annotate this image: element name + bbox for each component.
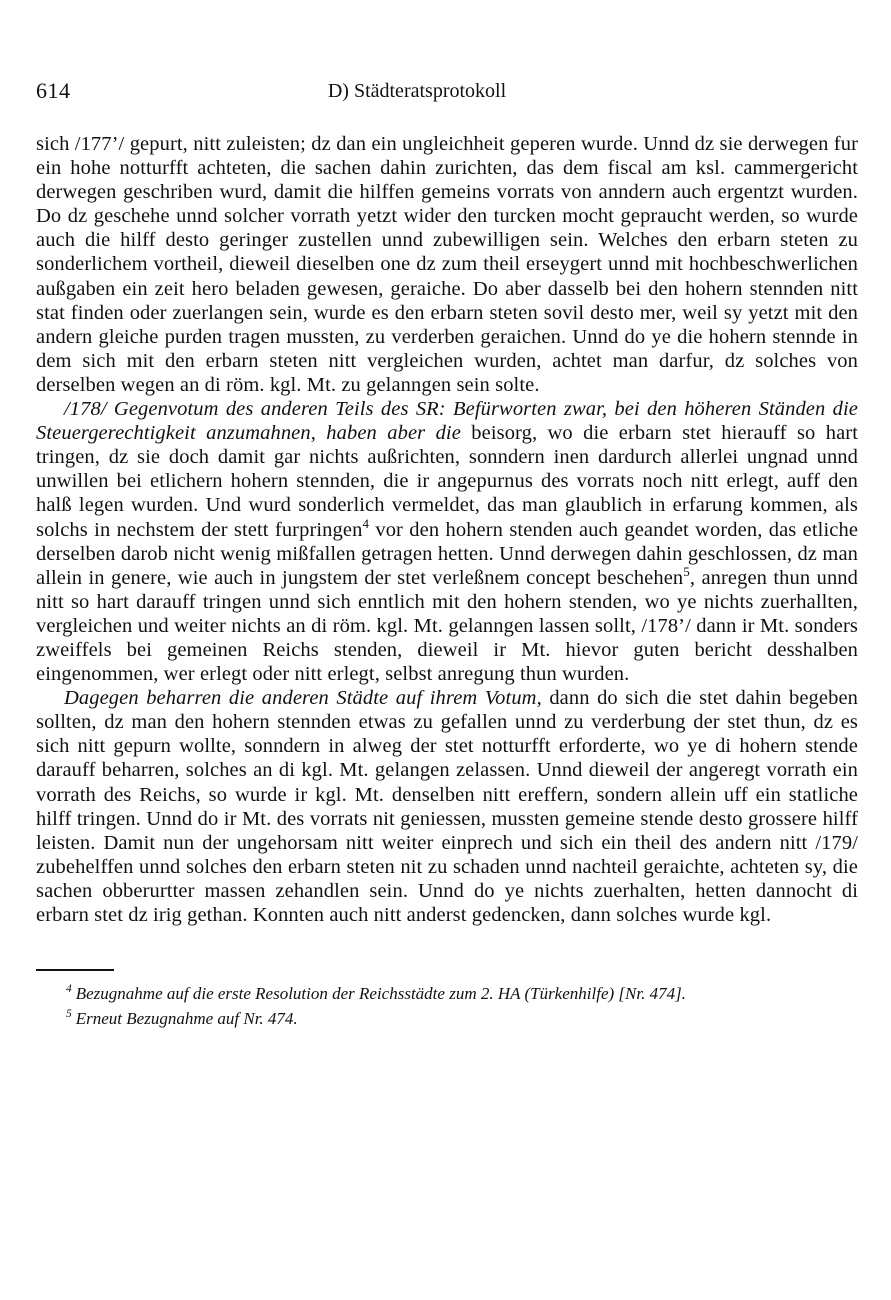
footnote-reference: 5 — [683, 563, 690, 579]
footnote-marker: 4 — [66, 983, 72, 996]
footnote-marker: 5 — [66, 1008, 72, 1021]
running-title: D) Städteratsprotokoll — [327, 80, 507, 102]
footnotes-section — [36, 969, 858, 1031]
footnote — [36, 1006, 858, 1031]
text-segment: sich /177’/ gepurt, nitt zuleisten; dz dan ein ungleichheit geperen wurde. Unnd dz sie derwegen fur ein hohe notturfft achteten, die sachen dahin zurichten, das dem fiscal am ksl. cammergericht derwegen geschriben wurd, damit die hilffen gemeins vorrats von anndern auch ergentzt wurden. Do dz geschehe unnd solcher vorrath yetzt wider den turcken mocht gepraucht werden, so wurde auch die hilff desto geringer zustellen unnd zubewilligen sein. Welches den erbarn steten zu sonderlichem vortheil, dieweil dieselben one dz zum theil erseygert unnd mit hochbeschwerlichen außgaben ein zeit hero beladen gewesen, geraiche. Do aber dasselb bei den hohern stennden nitt stat finden oder zuerlangen sein, wurde es den erbarn steten sovil desto mer, weil sy yetzt mit den andern gleiche purden tragen mussten, zu verderben geraichen. Unnd do ye die hohern stennde in dem sich mit den erbarn steten nitt vergleichen wurden, achtet man darfur, dz solches von derselben wegen an di röm. kgl. Mt. zu gelanngen sein solte. — [36, 133, 858, 396]
text-segment: Dagegen beharren die anderen Städte auf ihrem Votum, — [64, 687, 542, 710]
text-segment: /178/ Gegenvotum des anderen Teils des SR: Befürworten zwar, bei den höheren Ständen die Steuergerechtigkeit anzumahnen, haben aber die — [36, 398, 858, 445]
page-header — [36, 78, 858, 108]
paragraph — [36, 397, 858, 686]
text-segment: vor den hohern stenden auch geandet worden, das etliche derselben darob nicht wenig mißfallen getragen hetten. Unnd derwegen dahin geschlossen, dz man allein in genere, wie auch in jungstem der stet verleßnem concept beschehen — [36, 518, 859, 589]
footnote-text: Erneut Bezugnahme auf Nr. 474. — [75, 1009, 298, 1029]
footnote-text: Bezugnahme auf die erste Resolution der Reichsstädte zum 2. HA (Türkenhilfe) [Nr. 474]. — [75, 984, 686, 1004]
paragraph — [36, 686, 858, 927]
footnote — [36, 981, 858, 1006]
text-segment: beisorg, wo die erbarn stet hierauff so hart tringen, dz sie doch damit gar nichts außrichten, sonndern inen dardurch allerlei ungnad unnd unwillen bei etlichern hohern stennden, die ir angepurnus des vorrats noch nitt erlegt, auff den halß legen wurden. Und wurd sonderlich vermeldet, das man glaublich in erfarung kommen, als solchs in nechstem der stett furpringen — [36, 422, 859, 541]
text-segment: , anregen thun unnd nitt so hart darauff tringen unnd sich enntlich mit den hohern stenden, wo ye nichts zuerhallten, vergleichen und weiter nichts an di röm. kgl. Mt. gelanngen lassen sollt, /178’/ dann ir Mt. sonders zweiffels bei gemeinen Reichs stenden, dieweil ir Mt. hievor guten bericht desshalben eingenommen, wer erlegt oder nitt erlegt, selbst anregung thun wurden. — [36, 566, 858, 686]
body-text — [36, 132, 858, 927]
footnote-reference: 4 — [362, 515, 370, 531]
footnote-rule — [36, 969, 114, 971]
paragraph — [36, 132, 858, 397]
page-number: 614 — [36, 78, 71, 103]
footnotes-list — [36, 981, 858, 1031]
text-segment: dann do sich die stet dahin begeben sollten, dz man den hohern stennden etwas zu gefallen unnd zu verderbung der stet thun, dz es sich nitt gepurn wollte, sonndern in alweg der stet notturfft erforderte, wo ye di hohern stende darauff beharren, solches an di kgl. Mt. gelangen zelassen. Unnd dieweil der angeregt vorrath ein vorrath des Reichs, so wurde ir kgl. Mt. denselben nitt ereffern, sondern allein uff ein statliche hilff tringen. Unnd do ir Mt. des vorrats nit geniessen, mussten gemeine stende desto grossere hilff leisten. Damit nun der ungehorsam nitt weiter einprech und sich ein theil des andern nitt /179/ zubehelffen unnd solches den erbarn steten nit zu schaden unnd nachteil geraichte, achteten sy, die sachen obberurtter massen zehandlen sein. Unnd do ye nichts zuerhalten, hetten dannocht di erbarn stet dz irig gethan. Konnten auch nitt anderst gedencken, dann solches wurde kgl. — [36, 687, 859, 926]
